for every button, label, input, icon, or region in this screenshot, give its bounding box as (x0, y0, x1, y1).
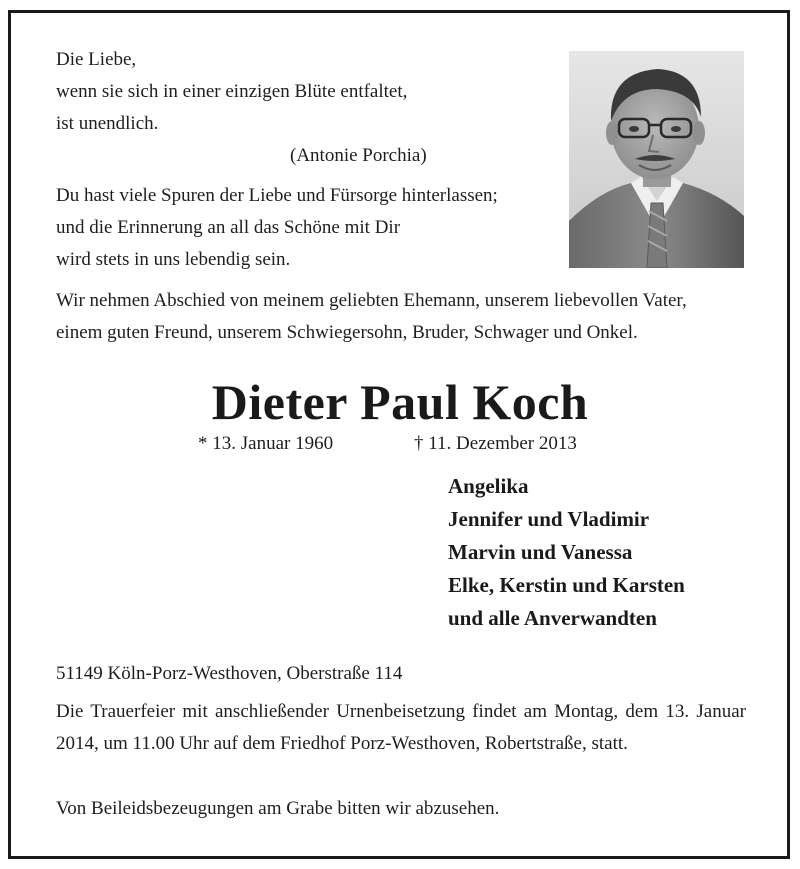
birth-date: * 13. Januar 1960 (198, 433, 334, 454)
deceased-name: Dieter Paul Koch (211, 374, 589, 430)
mourners-list (448, 470, 685, 635)
condolence-request: Von Beileidsbezeugungen am Grabe bitten wir abzusehen. (56, 798, 500, 819)
poem-line: wenn sie sich in einer einzigen Blüte entfaltet, (56, 81, 408, 102)
farewell-text (56, 285, 687, 349)
mourner-entry: Angelika (448, 474, 529, 498)
death-date: † 11. Dezember 2013 (414, 433, 577, 454)
poem-line: Die Liebe, (56, 49, 137, 70)
comfort-text (56, 180, 498, 276)
mourner-entry: Jennifer und Vladimir (448, 507, 650, 531)
ceremony-details: Die Trauerfeier mit anschließender Urnenbeisetzung findet am Montag, dem 13. Januar 2014, um 11.00 Uhr auf dem Friedhof Porz-Westhoven, Robertstraße, statt. (56, 701, 746, 754)
portrait-photo (569, 51, 744, 268)
comfort-line: Du hast viele Spuren der Liebe und Fürsorge hinterlassen; (56, 185, 498, 206)
comfort-line: wird stets in uns lebendig sein. (56, 249, 291, 270)
poem-line: ist unendlich. (56, 113, 159, 134)
mourner-entry: Elke, Kerstin und Karsten (448, 573, 685, 597)
farewell-line: Wir nehmen Abschied von meinem geliebten Ehemann, unserem liebevollen Vater, (56, 290, 687, 311)
poem-attribution: (Antonie Porchia) (290, 145, 427, 166)
mourner-entry: Marvin und Vanessa (448, 540, 633, 564)
mourner-entry: und alle Anverwandten (448, 606, 657, 630)
comfort-line: und die Erinnerung an all das Schöne mit Dir (56, 217, 401, 238)
address: 51149 Köln-Porz-Westhoven, Oberstraße 114 (56, 663, 403, 684)
farewell-line: einem guten Freund, unserem Schwiegersohn, Bruder, Schwager und Onkel. (56, 322, 638, 343)
poem (56, 44, 427, 172)
